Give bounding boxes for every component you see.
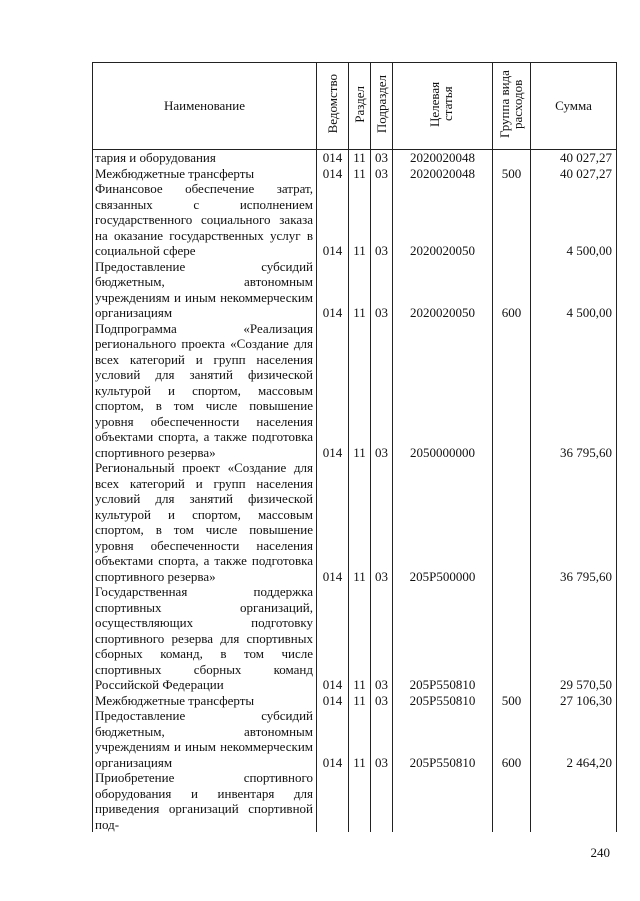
row-celevaya: 205P550810	[393, 693, 493, 709]
row-razdel: 11	[349, 259, 371, 321]
row-name: Межбюджетные трансферты	[93, 166, 317, 182]
row-summa: 40 027,27	[531, 150, 617, 166]
table-row	[93, 181, 617, 259]
row-gruppa: 600	[493, 708, 531, 770]
row-summa: 4 500,00	[531, 181, 617, 259]
row-summa: 40 027,27	[531, 166, 617, 182]
row-summa: 36 795,60	[531, 321, 617, 461]
row-vedomstvo: 014	[317, 708, 349, 770]
row-podrazdel: 03	[371, 460, 393, 584]
row-vedomstvo: 014	[317, 584, 349, 693]
table-row	[93, 708, 617, 770]
row-name: Финансовое обеспечение затрат, связанных с исполнением государственного социального заказа на оказание государственных услуг в социальной сфере	[93, 181, 317, 259]
row-podrazdel: 03	[371, 708, 393, 770]
row-vedomstvo: 014	[317, 460, 349, 584]
header-razdel: Раздел	[349, 63, 371, 150]
row-gruppa: 500	[493, 166, 531, 182]
header-summa: Сумма	[531, 63, 617, 150]
row-podrazdel: 03	[371, 321, 393, 461]
header-gruppa: Группа вида расходов	[493, 63, 531, 150]
row-gruppa	[493, 770, 531, 832]
row-celevaya	[393, 770, 493, 832]
page-number: 240	[590, 845, 610, 860]
row-celevaya: 205P550810	[393, 708, 493, 770]
table-row	[93, 321, 617, 461]
row-gruppa	[493, 321, 531, 461]
row-gruppa	[493, 150, 531, 166]
row-vedomstvo: 014	[317, 693, 349, 709]
row-razdel: 11	[349, 708, 371, 770]
row-vedomstvo: 014	[317, 181, 349, 259]
row-celevaya: 2020020050	[393, 259, 493, 321]
row-summa: 36 795,60	[531, 460, 617, 584]
row-name: Государственная поддержка спортивных организаций, осуществляющих подготовку спортивного резерва для спортивных сборных команд, в том числе спортивных сборных команд Российской Федерации	[93, 584, 317, 693]
row-razdel: 11	[349, 150, 371, 166]
row-name: тария и оборудования	[93, 150, 317, 166]
row-podrazdel: 03	[371, 181, 393, 259]
row-podrazdel: 03	[371, 150, 393, 166]
row-celevaya: 2020020048	[393, 150, 493, 166]
row-razdel: 11	[349, 181, 371, 259]
table-row	[93, 259, 617, 321]
table-row	[93, 584, 617, 693]
table-row	[93, 460, 617, 584]
table-header-row	[93, 63, 617, 150]
row-podrazdel: 03	[371, 693, 393, 709]
row-razdel: 11	[349, 460, 371, 584]
row-gruppa: 500	[493, 693, 531, 709]
row-summa: 4 500,00	[531, 259, 617, 321]
header-podrazdel: Подраздел	[371, 63, 393, 150]
row-name: Приобретение спортивного оборудования и инвентаря для приведения организаций спортивной под-	[93, 770, 317, 832]
row-name: Подпрограмма «Реализация регионального проекта «Создание для всех категорий и групп населения условий для занятий физической культурой и спортом, массовым спортом, в том числе повышение уровня обеспеченности населения объектами спорта, а также подготовка спортивного резерва»	[93, 321, 317, 461]
row-celevaya: 2020020048	[393, 166, 493, 182]
row-podrazdel: 03	[371, 259, 393, 321]
row-name: Предоставление субсидий бюджетным, автономным учреждениям и иным некоммерческим организациям	[93, 708, 317, 770]
row-celevaya: 205P550810	[393, 584, 493, 693]
row-razdel: 11	[349, 584, 371, 693]
row-razdel: 11	[349, 321, 371, 461]
table-row	[93, 770, 617, 832]
row-summa: 2 464,20	[531, 708, 617, 770]
header-name: Наименование	[93, 63, 317, 150]
row-name: Межбюджетные трансферты	[93, 693, 317, 709]
row-podrazdel	[371, 770, 393, 832]
row-razdel: 11	[349, 693, 371, 709]
row-vedomstvo: 014	[317, 259, 349, 321]
row-summa: 27 106,30	[531, 693, 617, 709]
row-gruppa	[493, 584, 531, 693]
row-gruppa: 600	[493, 259, 531, 321]
row-celevaya: 205P500000	[393, 460, 493, 584]
row-razdel	[349, 770, 371, 832]
row-vedomstvo: 014	[317, 150, 349, 166]
row-podrazdel: 03	[371, 584, 393, 693]
row-gruppa	[493, 181, 531, 259]
table-row	[93, 693, 617, 709]
row-celevaya: 2020020050	[393, 181, 493, 259]
row-name: Предоставление субсидий бюджетным, автономным учреждениям и иным некоммерческим организациям	[93, 259, 317, 321]
row-vedomstvo: 014	[317, 166, 349, 182]
row-vedomstvo: 014	[317, 321, 349, 461]
row-summa: 29 570,50	[531, 584, 617, 693]
row-gruppa	[493, 460, 531, 584]
row-podrazdel: 03	[371, 166, 393, 182]
table-body	[93, 150, 617, 833]
header-celevaya: Целевая статья	[393, 63, 493, 150]
budget-table	[92, 62, 617, 832]
row-celevaya: 2050000000	[393, 321, 493, 461]
header-vedomstvo: Ведомство	[317, 63, 349, 150]
row-name: Региональный проект «Создание для всех категорий и групп населения условий для занятий физической культурой и спортом, массовым спортом, в том числе повышение уровня обеспеченности населения объектами спорта, а также подготовка спортивного резерва»	[93, 460, 317, 584]
row-vedomstvo	[317, 770, 349, 832]
table-row	[93, 150, 617, 166]
row-summa	[531, 770, 617, 832]
table-row	[93, 166, 617, 182]
row-razdel: 11	[349, 166, 371, 182]
